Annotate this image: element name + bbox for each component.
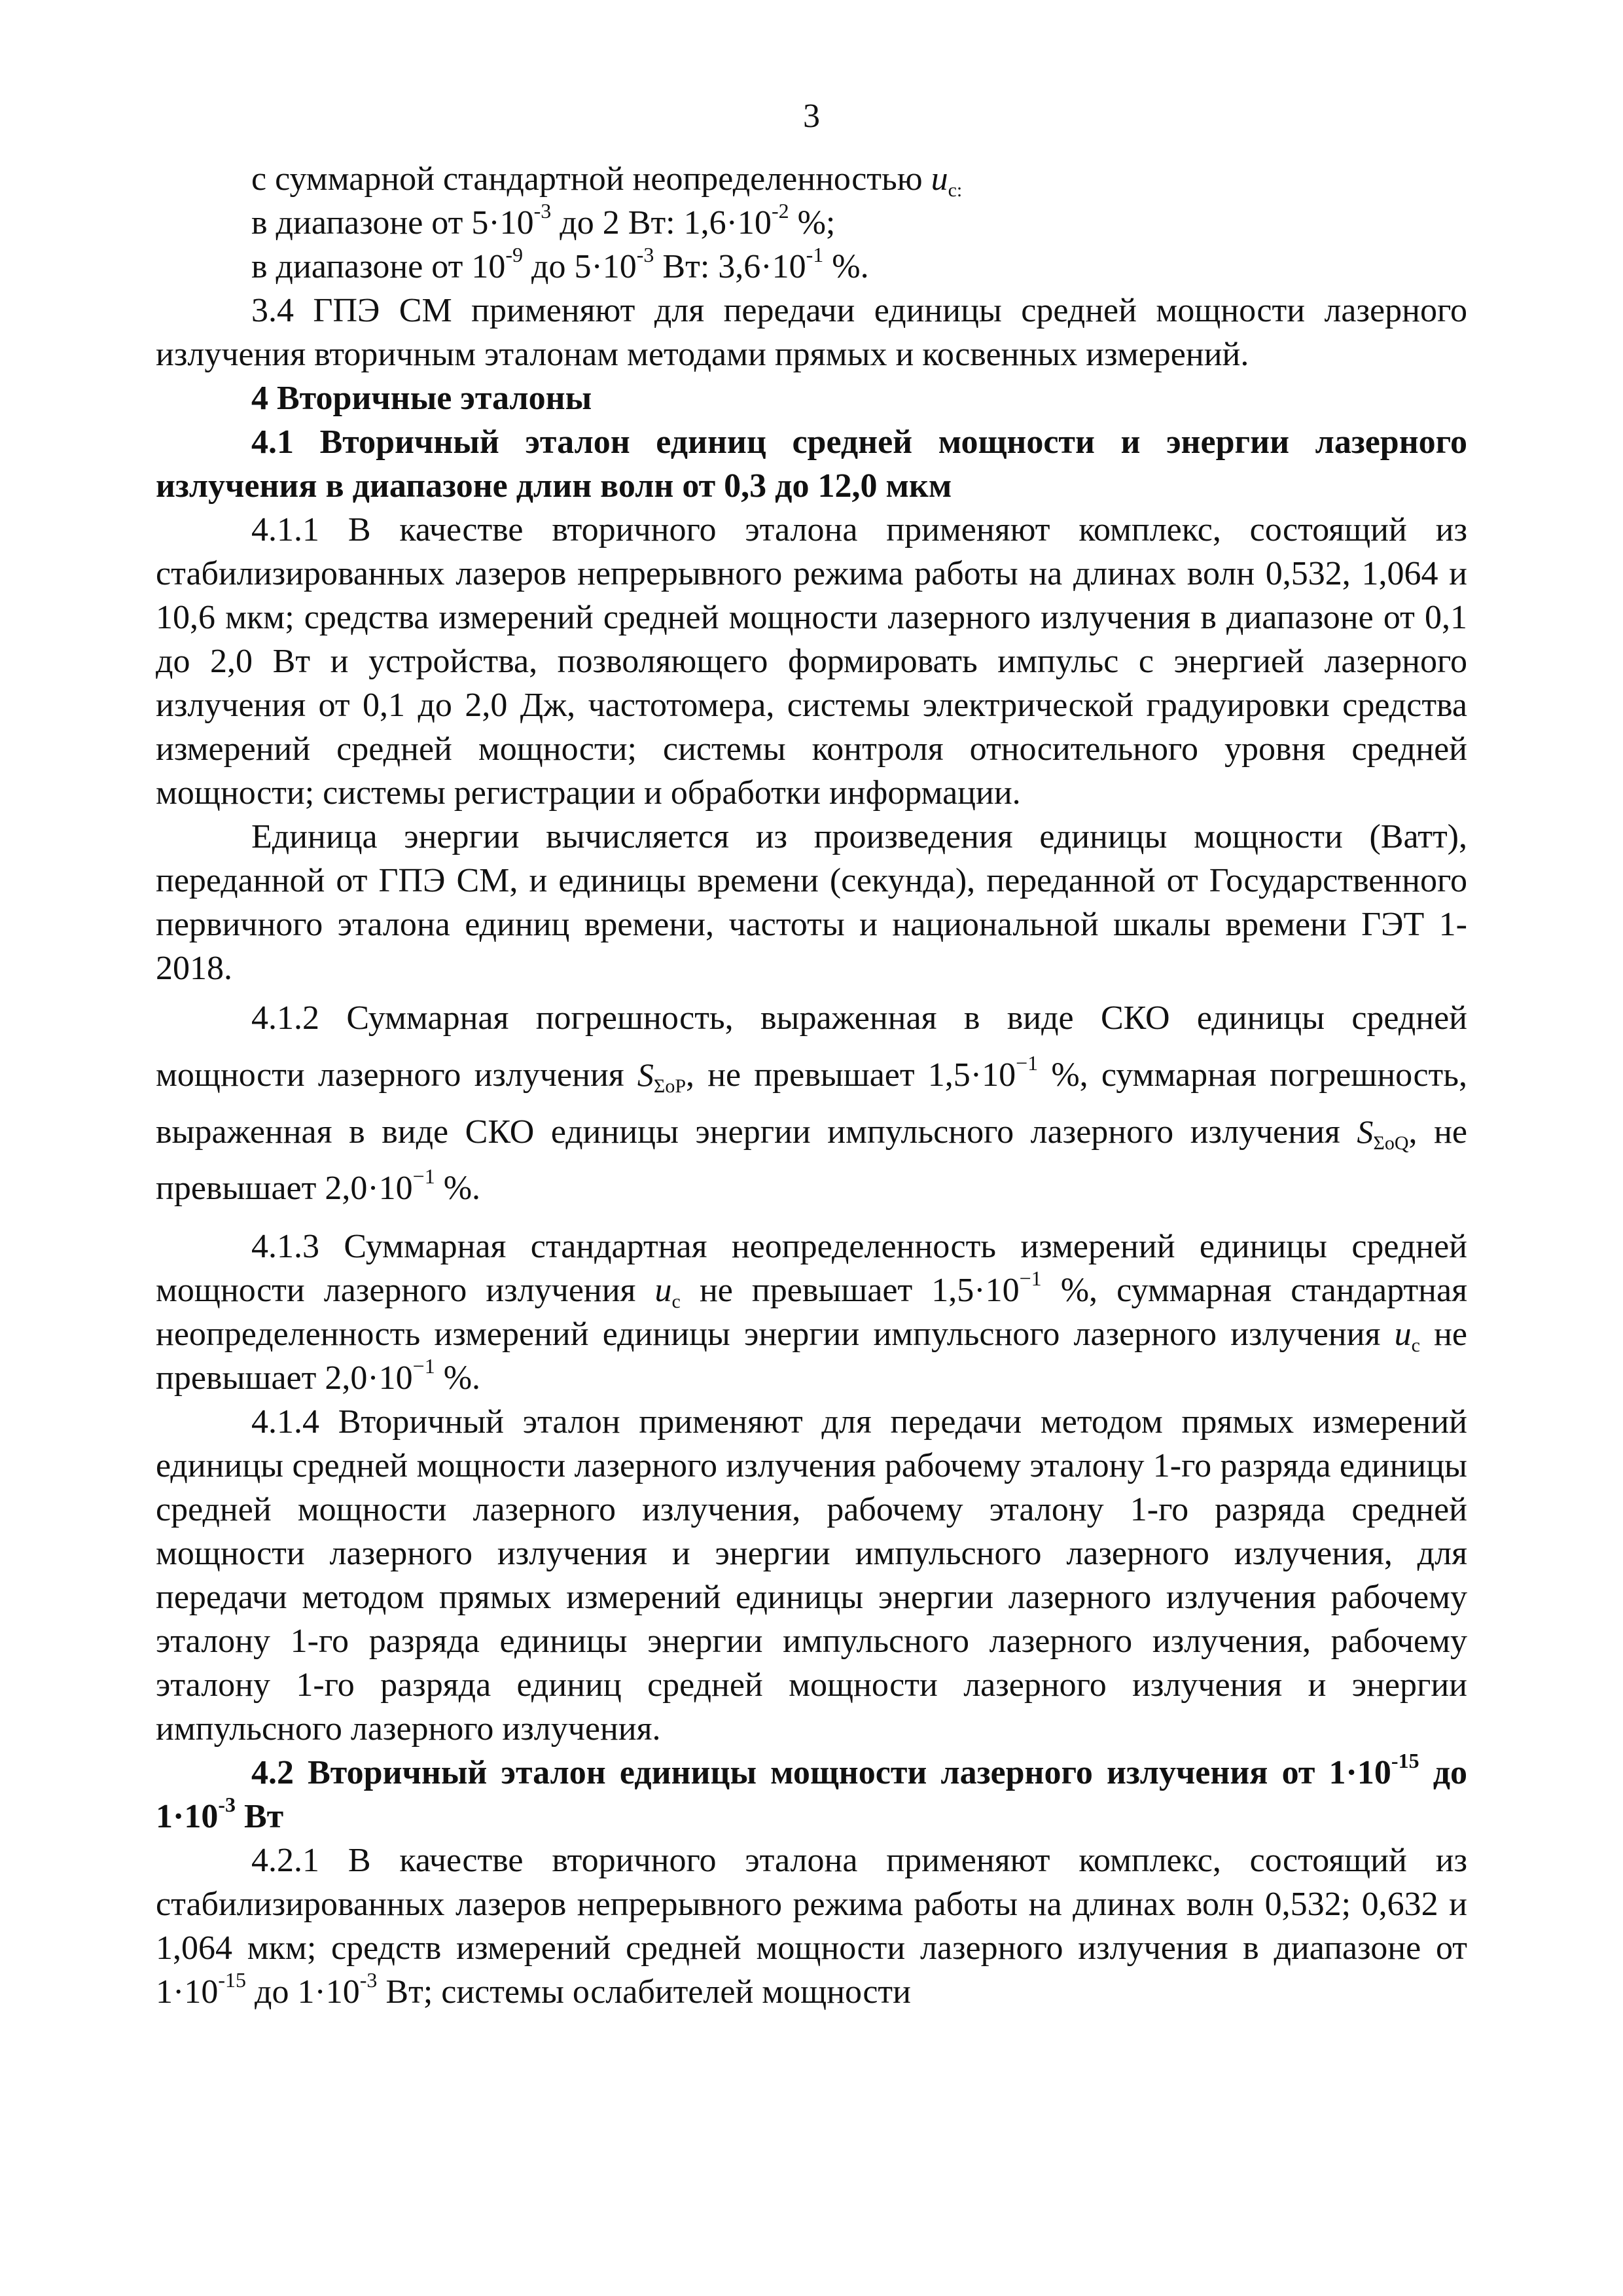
paragraph-4-2-1: 4.2.1 В качестве вторичного эталона применяют комплекс, состоящий из стабилизированных лазеров непрерывного режима работы на длинах волн 0,532; 0,632 и 1,064 мкм; средств измерений средней мощности лазерного излучения в диапазоне от $1\cdot 10^{-15}$ до $1\cdot 10^{-3}$ Вт; системы ослабителей мощности	[156, 1842, 1467, 2011]
section-heading-4-2: 4.2 Вторичный эталон единицы мощности лазерного излучения от $1\cdot 10^{-15}$ до $1\cdot 10^{-3}$ Вт	[156, 1749, 1467, 1835]
paragraph-4-1-2: 4.1.2 Суммарная погрешность, выраженная в виде СКО единицы средней мощности лазерного излучения $S_{\Sigma oP}$, не превышает $1,5\cdot 10^{-1}$ %, суммарная погрешность, выраженная в виде СКО единицы энергии импульсного лазерного излучения $S_{\Sigma oQ}$, не превышает $2,0\cdot 10^{-1}$ %.	[156, 999, 1467, 1207]
range-line-2: в диапазоне от $10^{-9}$ до $5\cdot 10^{-3}$ Вт: $3,6\cdot 10^{-1}$ %.	[251, 243, 869, 285]
range-line-1: в диапазоне от $5\cdot 10^{-3}$ до 2 Вт: $1,6\cdot 10^{-2}$ %;	[251, 199, 836, 242]
section-heading-4: 4 Вторичные эталоны	[251, 380, 592, 417]
paragraph-3-4: 3.4 ГПЭ СМ применяют для передачи единицы средней мощности лазерного излучения вторичным эталонам методами прямых и косвенных измерений.	[156, 292, 1467, 373]
paragraph-4-1-4: 4.1.4 Вторичный эталон применяют для передачи методом прямых измерений единицы средней мощности лазерного излучения рабочему эталону 1-го разряда единицы средней мощности лазерного излучения, рабочему эталону 1-го разряда средней мощности лазерного излучения и энергии импульсного лазерного излучения, для передачи методом прямых измерений единицы энергии лазерного излучения рабочему эталону 1-го разряда единицы энергии импульсного лазерного излучения, рабочему эталону 1-го разряда единиц средней мощности лазерного излучения и энергии импульсного лазерного излучения.	[156, 1403, 1467, 1748]
document-body	[156, 157, 1467, 2014]
paragraph-4-1-1: 4.1.1 В качестве вторичного эталона применяют комплекс, состоящий из стабилизированных лазеров непрерывного режима работы на длинах волн 0,532, 1,064 и 10,6 мкм; средства измерений средней мощности лазерного излучения в диапазоне от 0,1 до 2,0 Вт и устройства, позволяющего формировать импульс с энергией лазерного излучения от 0,1 до 2,0 Дж, частотомера, системы электрической градуировки средства измерений средней мощности; системы контроля относительного уровня средней мощности; системы регистрации и обработки информации.	[156, 511, 1467, 812]
section-heading-4-1: 4.1 Вторичный эталон единиц средней мощности и энергии лазерного излучения в диапазоне длин волн от 0,3 до 12,0 мкм	[156, 423, 1467, 505]
paragraph-4-1-3: 4.1.3 Суммарная стандартная неопределенность измерений единицы средней мощности лазерного излучения $u_c$ не превышает $1,5\cdot 10^{-1}$ %, суммарная стандартная неопределенность измерений единицы энергии импульсного лазерного излучения $u_c$ не превышает $2,0\cdot 10^{-1}$ %.	[156, 1228, 1468, 1397]
page-number: 3	[803, 98, 820, 135]
symbol-s-sigma-q: S	[1357, 1113, 1374, 1150]
paragraph-energy-unit: Единица энергии вычисляется из произведения единицы мощности (Ватт), переданной от ГПЭ СМ, и единицы времени (секунда), переданной от Государственного первичного эталона единиц времени, частоты и национальной шкалы времени ГЭТ 1-2018.	[156, 818, 1467, 987]
symbol-s-sigma-p: S	[637, 1056, 654, 1093]
uncertainty-intro: с суммарной стандартной неопределенностью $u_{c:}$	[251, 160, 963, 201]
